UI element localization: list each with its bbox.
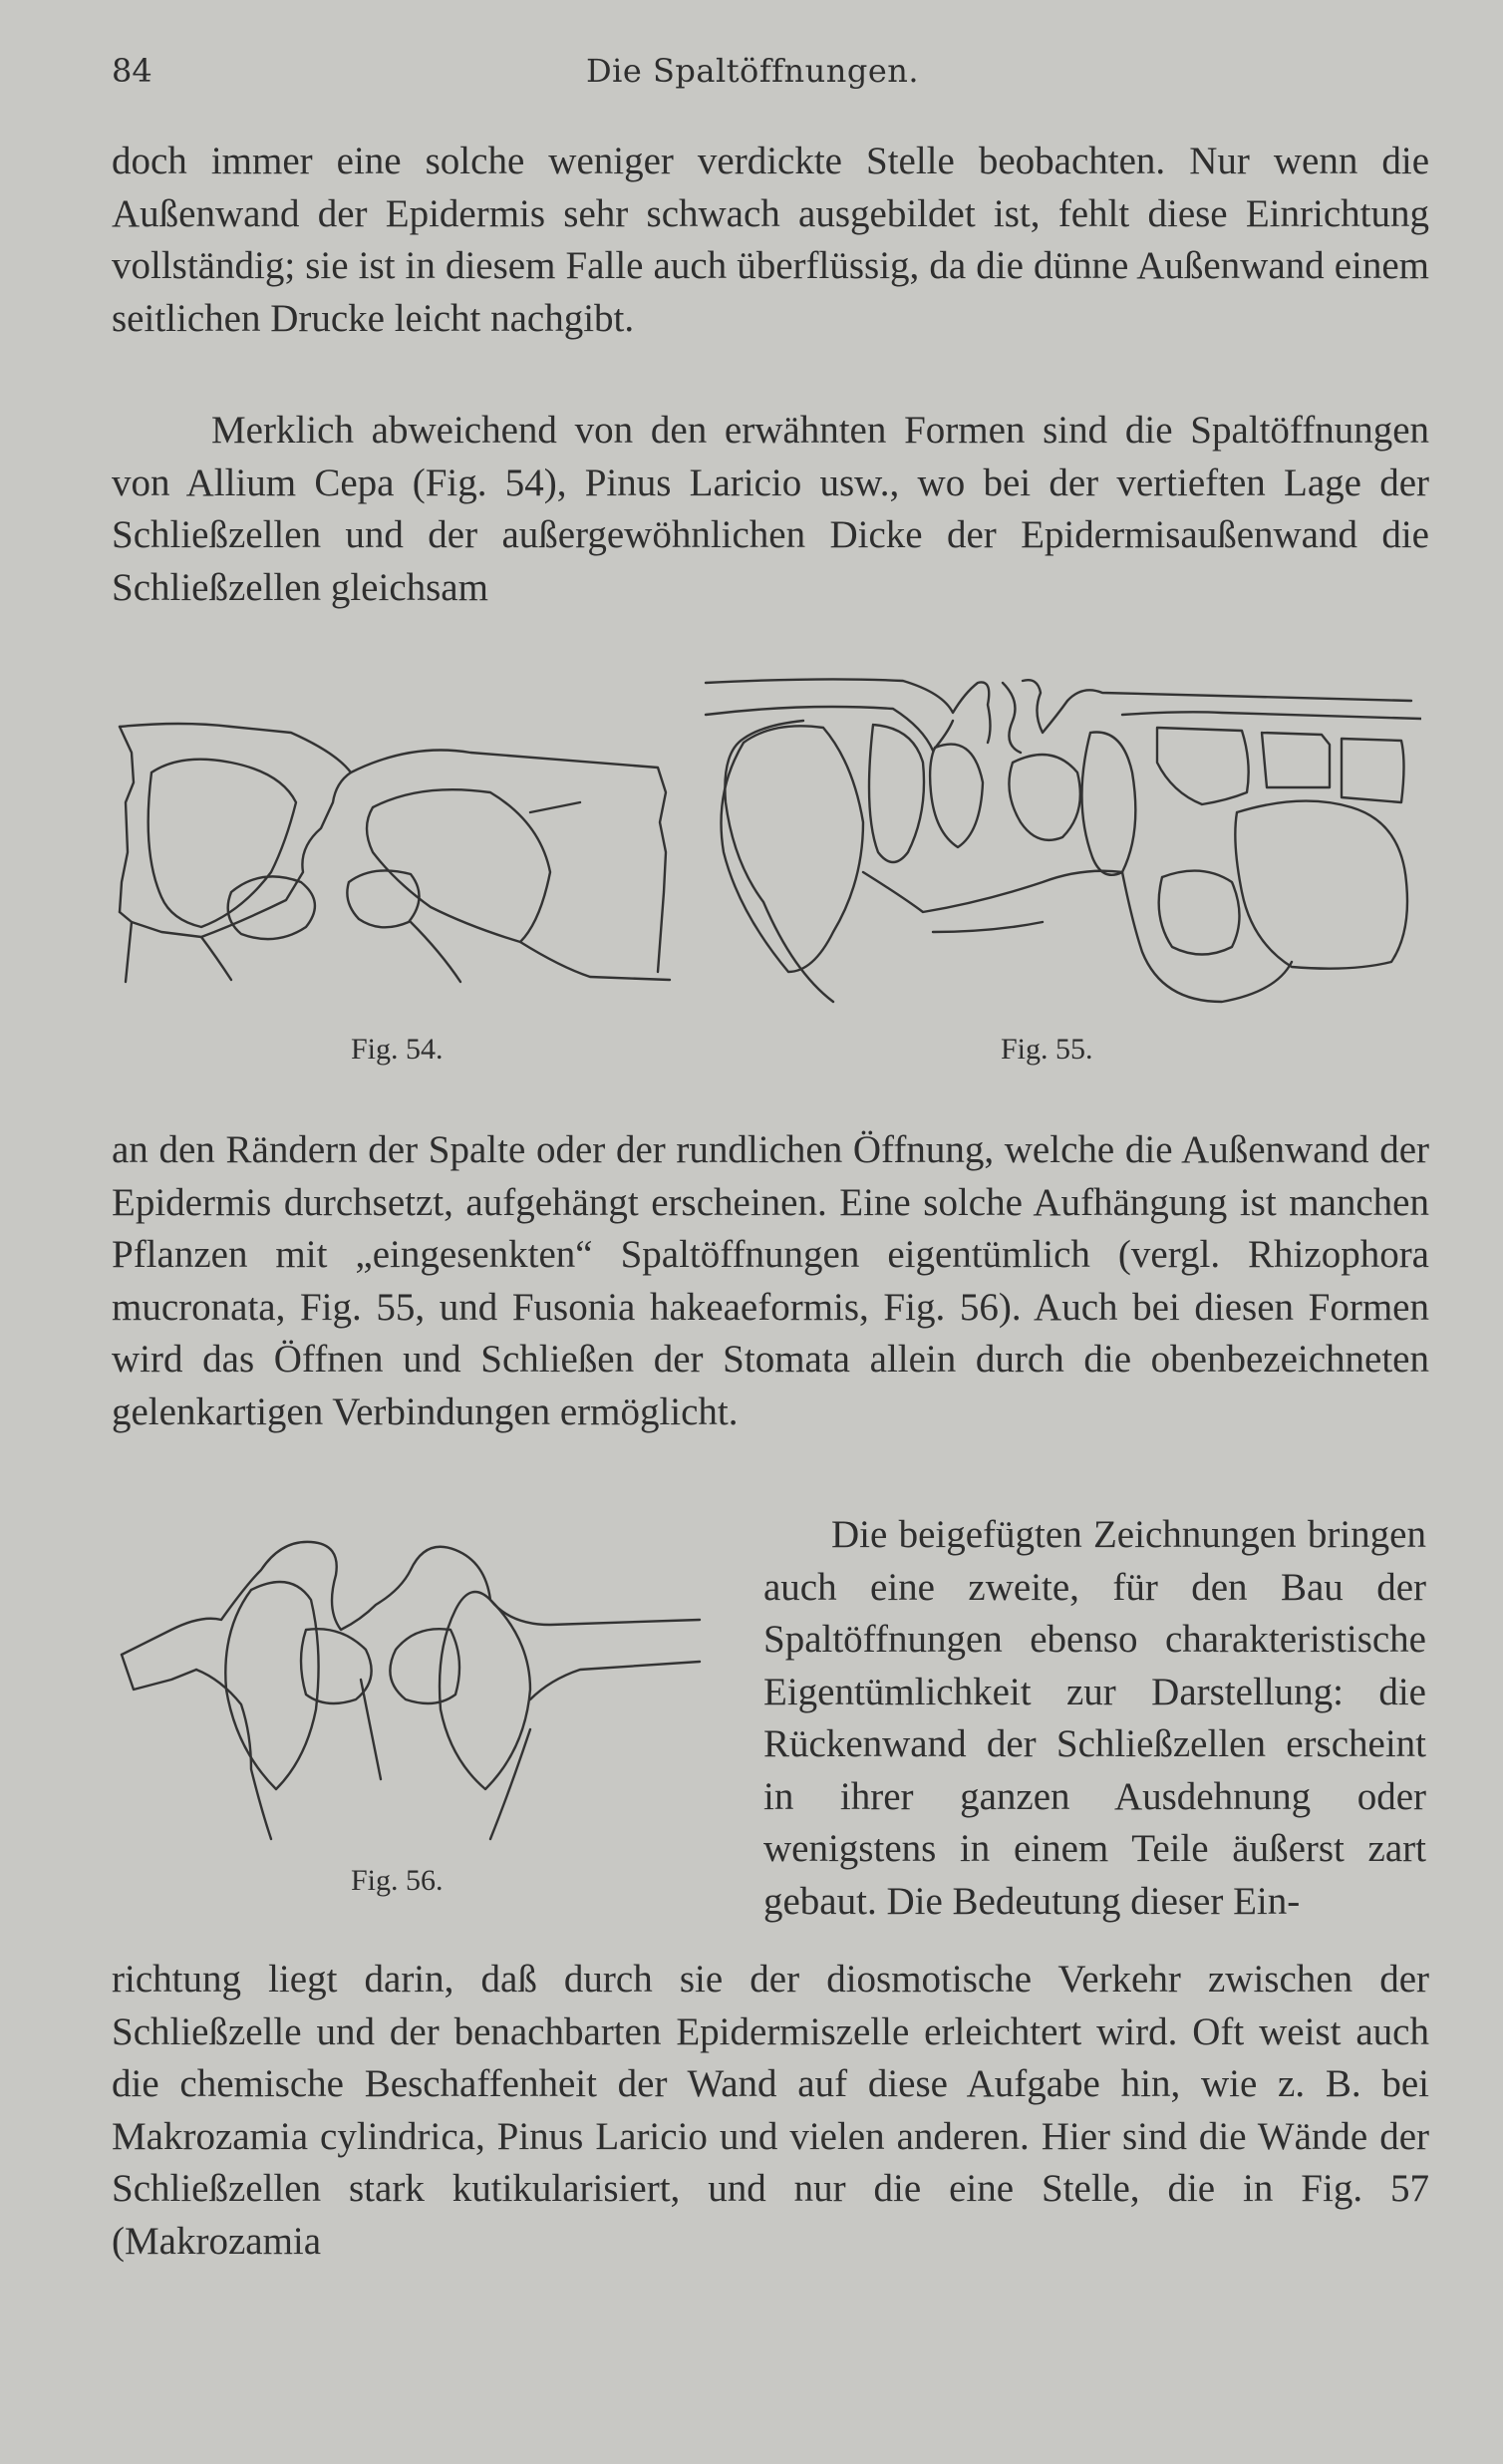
running-title: Die Spaltöffnungen. — [585, 52, 920, 90]
paragraph-3: an den Rändern der Spalte oder der rundlichen Öffnung, welche die Außenwand der Epidermis durchsetzt, aufgehängt erscheinen. Eine solche Aufhängung ist manchen Pflanzen mit „eingesenkten“ Spaltöffnungen eigentümlich (vergl. Rhizophora mucronata, Fig. 55, und Fusonia hakeaeformis, Fig. 56). Auch bei diesen Formen wird das Öffnen und Schließen der Stomata allein durch die obenbezeichneten gelenkartigen Verbindungen ermöglicht. — [112, 1128, 1429, 1433]
paragraph-1: doch immer eine solche weniger verdickte Stelle beobachten. Nur wenn die Außenwand der Epidermis sehr schwach ausgebildet ist, fehlt diese Einrichtung vollständig; sie ist in diesem Falle auch überflüssig, da die dünne Außenwand einem seitlichen Drucke leicht nachgibt. — [112, 140, 1429, 340]
paragraph-5: richtung liegt darin, daß durch sie der diosmotische Verkehr zwischen der Schließzelle und der benachbarten Epidermiszelle erleichtert wird. Oft weist auch die chemische Beschaffenheit der Wand auf diese Aufgabe hin, wie z. B. bei Makrozamia cylindrica, Pinus Laricio und vielen anderen. Hier sind die Wände der Schließzellen stark kutikularisiert, und nur die eine Stelle, die in Fig. 57 (Makrozamia — [112, 1958, 1429, 2263]
figure-56-caption: Fig. 56. — [351, 1864, 444, 1897]
figure-55-caption: Fig. 55. — [1001, 1033, 1093, 1066]
figure-54-illustration — [112, 713, 680, 997]
figure-55-illustration — [704, 673, 1421, 1017]
page-header — [112, 52, 1393, 96]
paragraph-4: Die beigefügten Zeichnungen bringen auch eine zweite, für den Bau der Spaltöffnungen ebenso charakteristische Eigentümlichkeit zur Darstellung: die Rückenwand der Schließzellen erscheint in ihrer ganzen Ausdehnung oder wenigstens in einem Teile äußerst zart gebaut. Die Bedeutung dieser Ein- — [763, 1513, 1426, 1923]
page-number: 84 — [112, 52, 152, 90]
figure-56-illustration — [112, 1530, 710, 1859]
paragraph-2: Merklich abweichend von den erwähnten Formen sind die Spaltöffnungen von Allium Cepa (Fig. 54), Pinus Laricio usw., wo bei der vertieften Lage der Schließzellen und der außergewöhnlichen Dicke der Epidermisaußenwand die Schließzellen gleichsam — [112, 409, 1429, 609]
figure-54-caption: Fig. 54. — [351, 1033, 444, 1066]
